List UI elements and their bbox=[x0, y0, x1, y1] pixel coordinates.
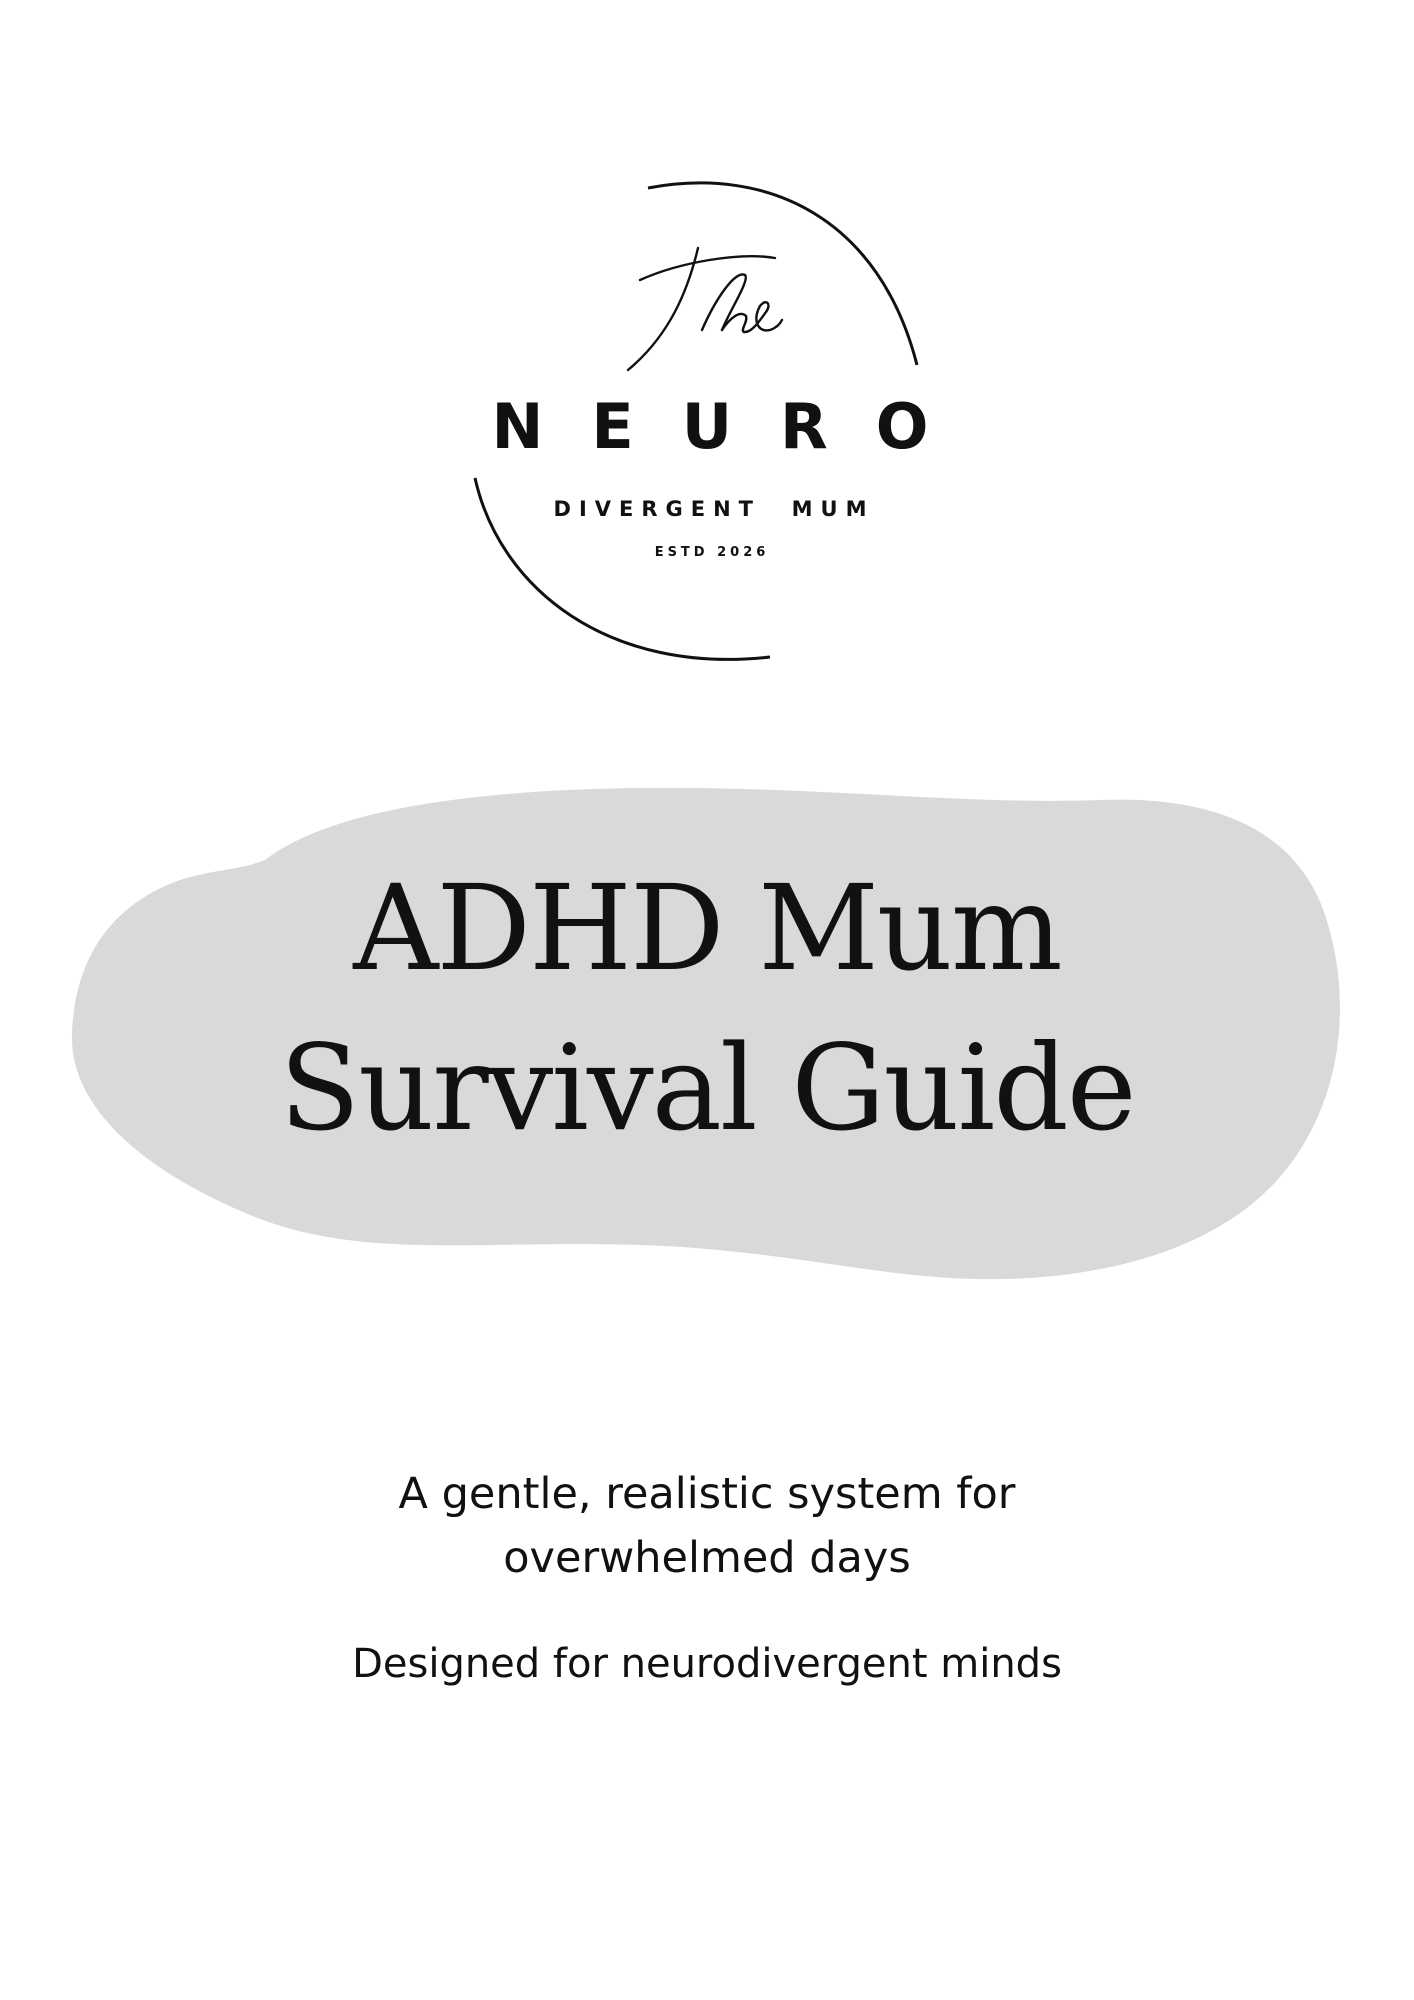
designed-for-text: Designed for neurodivergent minds bbox=[352, 1641, 1062, 1687]
page-title bbox=[100, 848, 1314, 1168]
tagline-line-1: A gentle, realistic system for bbox=[398, 1469, 1016, 1519]
title-line-1: ADHD Mum bbox=[353, 859, 1061, 997]
logo-established: ESTD 2026 bbox=[654, 545, 770, 560]
tagline-line-2: overwhelmed days bbox=[503, 1533, 911, 1583]
logo-word-divergent-mum: DIVERGENT MUM bbox=[553, 497, 875, 521]
logo-word-neuro: NEURO bbox=[491, 390, 977, 463]
tagline bbox=[200, 1462, 1214, 1590]
title-line-2: Survival Guide bbox=[279, 1019, 1135, 1157]
